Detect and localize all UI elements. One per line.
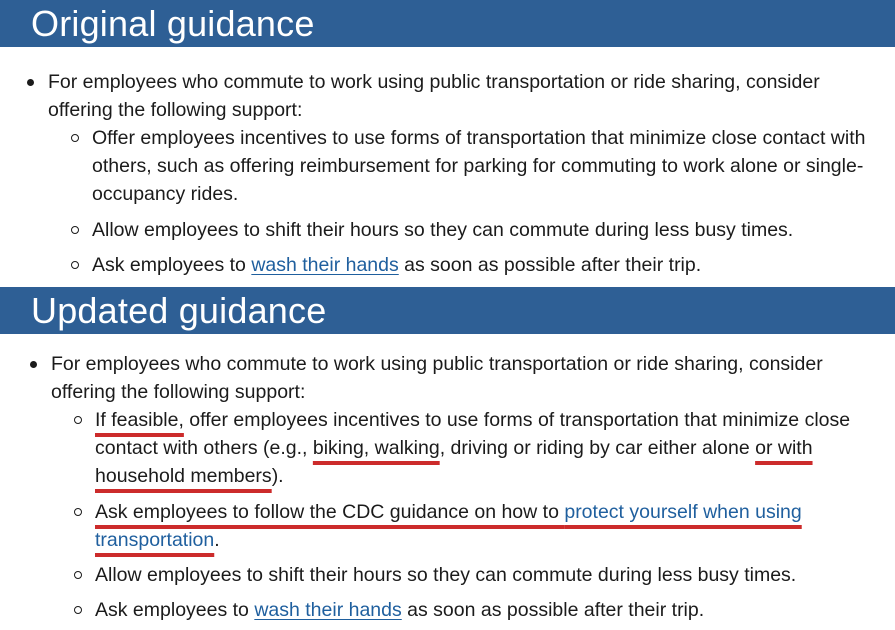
updated-item-1-text — [95, 406, 870, 490]
updated-list-item — [0, 498, 815, 554]
wash-hands-link[interactable]: wash their hands — [251, 254, 399, 276]
updated-list-item — [0, 596, 870, 624]
original-intro-item — [0, 68, 848, 124]
text-segment: . — [214, 529, 220, 551]
text-segment: ). — [271, 465, 284, 487]
text-segment: Ask employees to — [92, 254, 252, 276]
bullet-circle-icon — [71, 261, 79, 269]
original-item-2-text: Allow employees to shift their hours so they can commute during less busy times. — [92, 219, 794, 241]
bullet-circle-icon — [74, 571, 82, 579]
original-guidance-section — [0, 68, 895, 279]
original-guidance-heading: Original guidance — [0, 0, 895, 47]
bullet-circle-icon — [74, 606, 82, 614]
text-segment: as soon as possible after their trip. — [398, 254, 702, 276]
bullet-circle-icon — [74, 416, 82, 424]
updated-item-3-text: Allow employees to shift their hours so they can commute during less busy times. — [95, 564, 797, 586]
original-list-item — [0, 251, 867, 279]
original-list-item — [0, 124, 867, 208]
original-list-item — [0, 216, 867, 244]
updated-list-item — [0, 561, 870, 589]
updated-intro-text: For employees who commute to work using public transportation or ride sharing, consider offering the following support: — [51, 353, 823, 403]
original-intro-text: For employees who commute to work using public transportation or ride sharing, consider offering the following support: — [48, 71, 820, 121]
original-item-3-text — [92, 251, 867, 279]
bullet-circle-icon — [74, 508, 82, 516]
updated-item-4-text — [95, 596, 870, 624]
text-segment: offer employees incentives to use forms of transportation that minimize close contact with others (e.g., — [95, 409, 851, 459]
bullet-circle-icon — [71, 226, 79, 234]
updated-list-item — [0, 406, 870, 490]
updated-guidance-section — [0, 350, 895, 624]
protect-yourself-link[interactable]: protect yourself when using transportation — [95, 501, 802, 551]
text-segment: Ask employees to — [95, 599, 255, 621]
highlight-cdc-guidance: Ask employees to follow the CDC guidance on how to — [95, 501, 565, 523]
updated-item-2-text — [95, 498, 815, 554]
bullet-circle-icon — [71, 134, 79, 142]
updated-intro-item — [0, 350, 851, 406]
text-segment: as soon as possible after their trip. — [401, 599, 705, 621]
original-item-1-text: Offer employees incentives to use forms of transportation that minimize close contact with others, such as offering reimbursement for parking for commuting to work alone or single-occupancy rides. — [92, 127, 866, 205]
highlight-if-feasible: If feasible, — [95, 409, 184, 431]
text-segment: , driving or riding by car either alone — [439, 437, 756, 459]
bullet-disc-icon — [30, 361, 37, 368]
wash-hands-link[interactable]: wash their hands — [254, 599, 402, 621]
updated-guidance-heading: Updated guidance — [0, 287, 895, 334]
bullet-disc-icon — [27, 79, 34, 86]
highlight-biking-walking: biking, walking — [312, 437, 440, 459]
highlight-household-members: or with household members — [95, 437, 813, 487]
